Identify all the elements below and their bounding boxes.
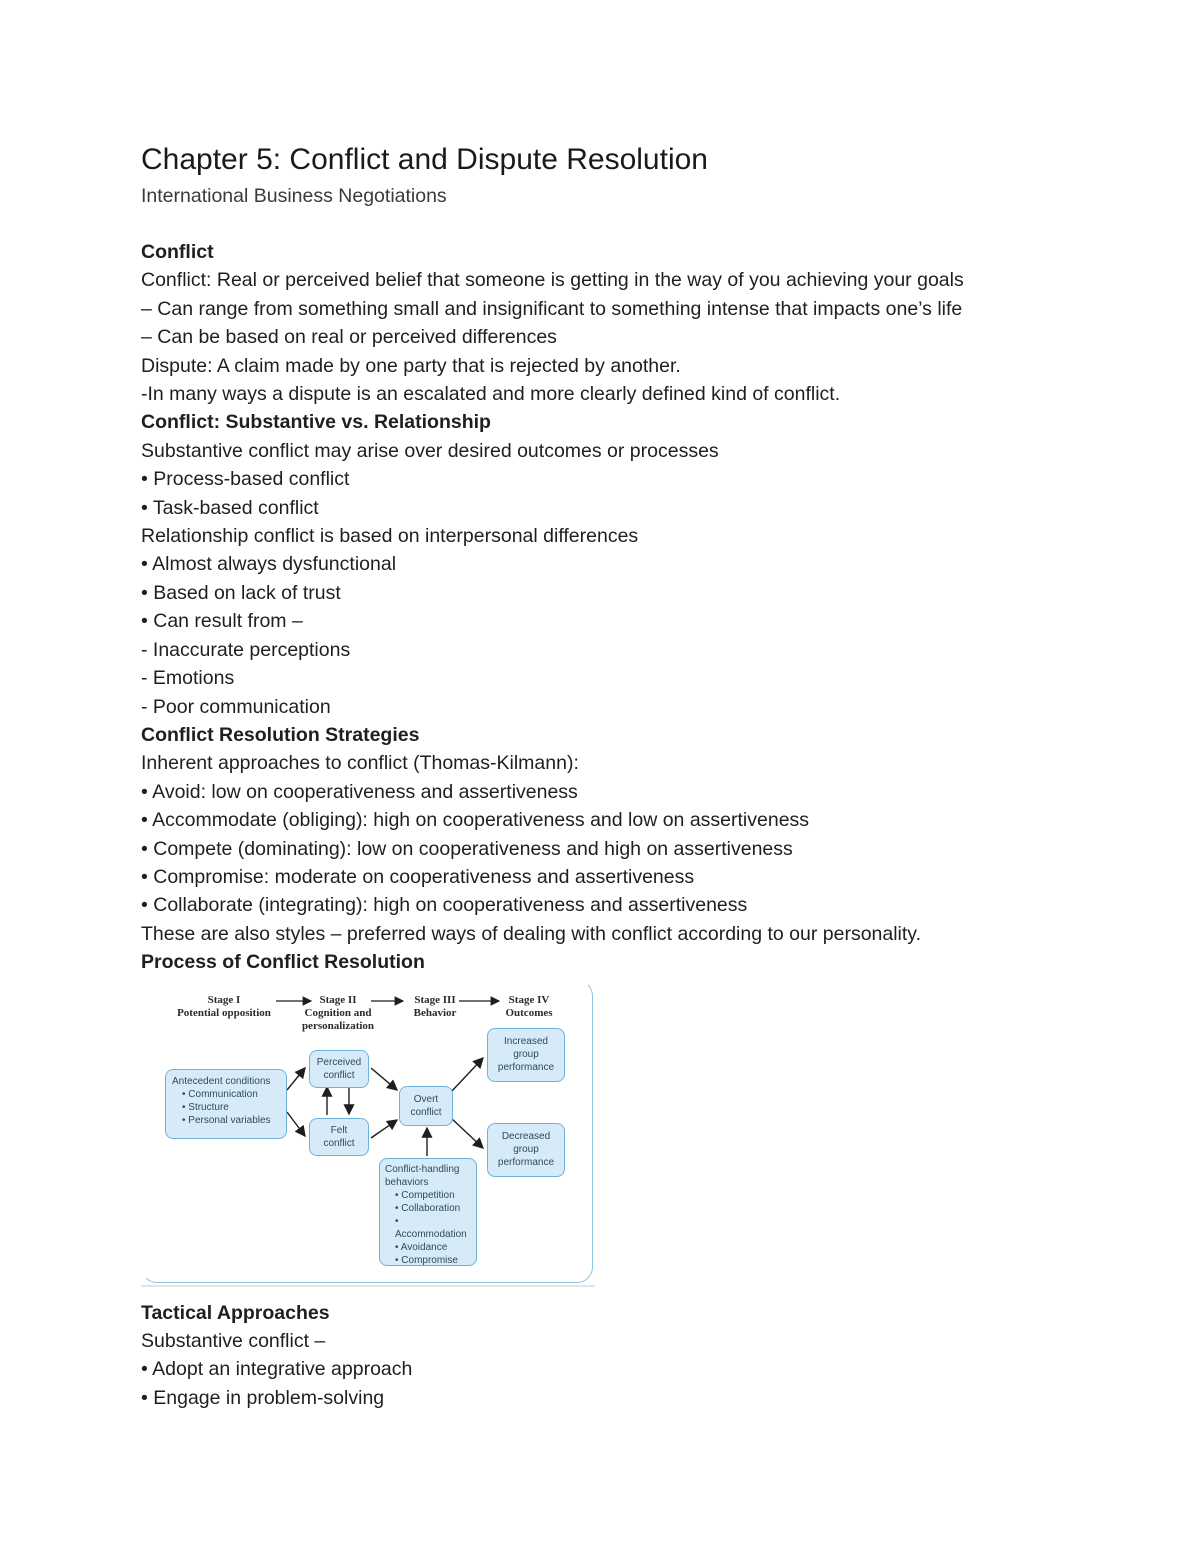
body-line-compromise-moderate-on-cooperativeness-a: • Compromise: moderate on cooperativeness and assertiveness [141, 865, 695, 888]
body-text-before [141, 238, 1141, 977]
antecedent-list [172, 1088, 280, 1127]
document-page [141, 140, 1141, 1412]
stage-1-label: Stage I [207, 993, 241, 1006]
body-line-dispute-a-claim-made-by-one-party-that-i: Dispute: A claim made by one party that is rejected by another. [141, 354, 681, 377]
arrow-felt-overt [371, 1120, 397, 1138]
body-line-engage-in-problem-solving: • Engage in problem-solving [141, 1386, 385, 1409]
list-item: • Competition [395, 1189, 471, 1202]
body-line-task-based-conflict: • Task-based conflict [141, 496, 319, 519]
body-line-inaccurate-perceptions: - Inaccurate perceptions [141, 638, 351, 661]
list-item: • Communication [182, 1088, 280, 1101]
conflict-handling-box [379, 1158, 477, 1266]
body-line-can-range-from-something-small-and-insig: – Can range from something small and insignificant to something intense that impacts one’s life [141, 297, 963, 320]
arrow-overt-decreased [451, 1118, 483, 1148]
antecedent-conditions-box [165, 1069, 287, 1139]
body-line-inherent-approaches-to-conflict-thomas-k: Inherent approaches to conflict (Thomas-Kilmann): [141, 752, 579, 775]
stage-4-label: Stage IV [508, 993, 550, 1006]
list-item: • Compromise [395, 1254, 471, 1267]
section-heading-conflict-substantive-vs-relationship: Conflict: Substantive vs. Relationship [141, 411, 491, 434]
list-item: • Accommodation [395, 1215, 471, 1241]
stage-3-label: Stage III [414, 993, 456, 1006]
felt-conflict-box [309, 1118, 369, 1156]
conflict-process-diagram [141, 980, 595, 1289]
chapter-subtitle: International Business Negotiations [141, 185, 447, 207]
handling-title: Conflict-handling behaviors [385, 1163, 460, 1188]
list-item: • Avoidance [395, 1241, 471, 1254]
stage-2-label: Stage II [319, 993, 357, 1006]
spacer [141, 1289, 1141, 1299]
list-item: • Collaboration [395, 1202, 471, 1215]
arrow-overt-increased [451, 1058, 483, 1092]
body-line-compete-dominating-low-on-cooperativenes: • Compete (dominating): low on cooperativeness and high on assertiveness [141, 837, 793, 860]
section-heading-conflict: Conflict [141, 241, 214, 263]
overt-conflict-box [399, 1086, 453, 1126]
handling-list [385, 1189, 471, 1267]
arrow-antecedent-felt [287, 1112, 305, 1136]
felt-conflict-label: Felt conflict [323, 1124, 355, 1149]
stage-2-header [293, 994, 383, 1033]
perceived-conflict-box [309, 1050, 369, 1088]
stage-3-sub: Behavior [413, 1006, 457, 1019]
overt-conflict-label: Overt conflict [410, 1093, 442, 1118]
body-line-poor-communication: - Poor communication [141, 695, 331, 718]
chapter-title: Chapter 5: Conflict and Dispute Resolution [141, 143, 708, 176]
stage-3-header [395, 994, 475, 1020]
decreased-performance-label: Decreased group performance [497, 1131, 555, 1169]
section-heading-process-of-conflict-resolution: Process of Conflict Resolution [141, 951, 425, 974]
section-heading-tactical-approaches: Tactical Approaches [141, 1301, 330, 1324]
body-line-based-on-lack-of-trust: • Based on lack of trust [141, 581, 341, 604]
perceived-conflict-label: Perceived conflict [316, 1056, 362, 1081]
spacer [141, 210, 1141, 238]
body-line-substantive-conflict: Substantive conflict – [141, 1329, 326, 1352]
body-line-can-be-based-on-real-or-perceived-differ: – Can be based on real or perceived differences [141, 326, 557, 349]
arrow-antecedent-perceived [287, 1068, 305, 1090]
body-line-these-are-also-styles-preferred-ways-of-: These are also styles – preferred ways of dealing with conflict according to our personality. [141, 922, 922, 945]
list-item: • Structure [182, 1101, 280, 1114]
body-line-emotions: - Emotions [141, 667, 235, 690]
body-line-relationship-conflict-is-based-on-interp: Relationship conflict is based on interpersonal differences [141, 525, 639, 548]
stage-1-sub: Potential opposition [177, 1006, 271, 1019]
decreased-performance-box [487, 1123, 565, 1177]
body-line-adopt-an-integrative-approach: • Adopt an integrative approach [141, 1358, 413, 1381]
increased-performance-label: Increased group performance [497, 1036, 555, 1074]
section-heading-conflict-resolution-strategies: Conflict Resolution Strategies [141, 723, 420, 746]
list-item: • Personal variables [182, 1114, 280, 1127]
body-line-substantive-conflict-may-arise-over-desi: Substantive conflict may arise over desired outcomes or processes [141, 439, 719, 462]
body-text-after [141, 1299, 1141, 1413]
stage-4-sub: Outcomes [505, 1006, 553, 1019]
antecedent-title: Antecedent conditions [172, 1075, 271, 1087]
stage-1-header [169, 994, 279, 1020]
body-line-accommodate-obliging-high-on-cooperative: • Accommodate (obliging): high on cooperativeness and low on assertiveness [141, 809, 810, 832]
increased-performance-box [487, 1028, 565, 1082]
body-line-can-result-from: • Can result from – [141, 610, 303, 633]
body-line-conflict-real-or-perceived-belief-that-s: Conflict: Real or perceived belief that someone is getting in the way of you achieving your goals [141, 269, 964, 292]
stage-4-header [489, 994, 569, 1020]
body-line-collaborate-integrating-high-on-cooperat: • Collaborate (integrating): high on cooperativeness and assertiveness [141, 894, 748, 917]
arrow-perceived-overt [371, 1068, 397, 1090]
body-line-in-many-ways-a-dispute-is-an-escalated-a: -In many ways a dispute is an escalated and more clearly defined kind of conflict. [141, 383, 841, 406]
body-line-almost-always-dysfunctional: • Almost always dysfunctional [141, 553, 397, 576]
stage-2-sub: Cognition and personalization [301, 1006, 375, 1032]
body-line-avoid-low-on-cooperativeness-and-asserti: • Avoid: low on cooperativeness and assertiveness [141, 780, 578, 803]
body-line-process-based-conflict: • Process-based conflict [141, 468, 350, 491]
